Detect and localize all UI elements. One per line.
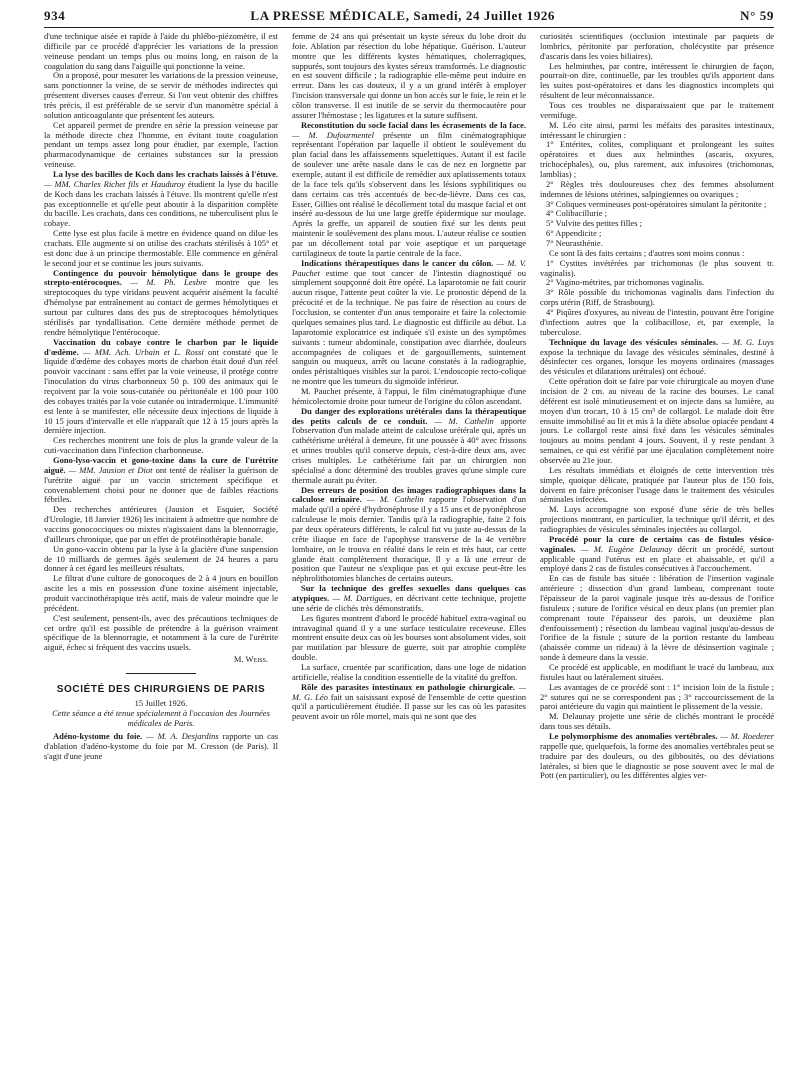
list-item: 2° Règles très douloureuses chez des femmes absolument indemnes de lésions utérines, salpingiennes ou ovariques ; [540,178,774,199]
article [540,535,774,574]
article-title: Adéno-kystome du foie. [53,731,143,742]
article [44,732,278,762]
paragraph: Les figures montrent d'abord le procédé habituel extra-vaginal ou intravaginal quand il y a une surface testiculaire receveuse. Elles montrent ensuite deux cas où les bourses sont absolument vides, soit par mutilation par blessure de guerre, soit par atrophie complète double. [292,612,526,663]
section-divider [126,673,196,674]
paragraph: Ce procédé est applicable, en modifiant le tracé du lambeau, aux fistules haut ou latéralement situées. [540,662,774,682]
article-title: Vaccination du cobaye contre le charbon par le liquide d'œdème. [44,336,278,357]
paragraph: Des recherches antérieures (Jausion et Esquier, Société d'Urologie, 18 Janvier 1926) les incitaient à admettre que nombre de vaccins gonococciques ou mixtes n'agissaient dans la blennorragie, d'ailleurs chronique, que par un effet de protéinothérapie banale. [44,504,278,544]
article-authors: — M. V. Pauchet [292,257,526,278]
paragraph: C'est seulement, pensent-ils, avec des précautions techniques de cet ordre qu'il est possible de prétendre à la guérison vraiment spécifique de la blennorragie, et notamment à la cure de l'urétrite aiguë, échec si fréquent des vaccins usuels. [44,612,278,653]
article-authors: — MM. Jausion et Diot [68,464,153,475]
list-item: 7° Neurasthénie. [546,238,603,249]
list-item: 4° Colibacillurie ; [546,208,607,219]
paragraph: Cette opération doit se faire par voie chirurgicale au moyen d'une incision de 2 cm. au niveau de la racine des bourses. Le canal déférent est isolé minutieusement et on injecte dans sa lumière, au moyen d'un trocart, 10 à 15 cm³ de collargol. Le malade doit être ensuite immobilisé au lit et mis à la diète absolue opiacée pendant 4 jours. Le collargol reste ainsi fixé dans les vésicules séminales toujours au moins pendant 4 jours. Souvent, il y reste pendant 3 semaines, ce qui est vérifié par une éjaculation complètement noire observée au 21e jour. [540,376,774,465]
article [44,269,278,338]
article-text: , en décrivant cette technique, projette une série de clichés très démonstratifs. [292,592,526,613]
paragraph: En cas de fistule bas située : libération de l'insertion vaginale antérieure ; dissection d'un grand lambeau, comprenant toute l'épaisseur de la paroi vaginale jusque très au-dessus de l'orifice fistuleux ; suture de l'orifice vésical en deux plans (un premier plan comprenant toute l'épaisseur des parois, un deuxième plan d'enfouissement) ; résection du lambeau vaginal jusqu'au-dessus de l'orifice de la fistule ; suture de la portion restante du lambeau (abaissée comme un rideau) à la lèvre de désinsertion vaginale ; sonde à demeure dans la vessie. [540,573,774,663]
text-columns [44,32,774,1082]
list-item: 1° Entérites, colites, compliquant et prolongeant les suites opératoires et dues aux helminthes (ascaris, oxyures, trichocéphales), ou, plus rarement, aux infusoires (trichomonas, lamblias) ; [540,139,774,180]
article-title: Le polymorphisme des anomalies vertébrales. [549,731,718,742]
article-title: Rôle des parasites intestinaux en pathologie chirurgicale. [301,681,515,692]
journal-title: LA PRESSE MÉDICALE, Samedi, 24 Juillet 1926 [250,8,556,23]
paragraph: Ces recherches montrent une fois de plus la grande valeur de la cuti-vaccination dans l'infection charbonneuse. [44,435,278,456]
article-title: Procédé pour la cure de certains cas de fistules vésico-vaginales. [540,533,774,554]
paragraph: Ce sont là des faits certains ; d'autres sont moins connus : [549,247,745,258]
article-text: estime que tout cancer de l'intestin diagnostiqué ou simplement soupçonné doit être opéré. La laparotomie ne fait courir aucun risque, l'attente peut coûter la vie. Le pronostic dépend de la précocité et de la technique. Ne pas faire de résection au cours de l'occlusion, se contenter d'un anus temporaire et faire la colectomie quelques semaines plus tard. Le diagnostic est difficile au début. La laparotomie exploratrice est indiquée s'il existe un des symptômes suivants : tumeur abdominale, constipation avec diarrhée, douleurs accompagnées de coliques et de gargouillements, suintement sanguin ou muqueux, arrêt ou lacune constatés à la radiographie, ondes péristaltiques visibles sur la paroi. L'endoscopie recto-colique ne montre que les tumeurs du sigmoïde inférieur. [292,267,526,387]
article-text: fait un saisissant exposé de l'ensemble de cette question qu'il a particulièrement étudiée. Il passe sur les cas où les parasites peuvent avoir un rôle mortel, mais qui ne sont que des [292,691,526,722]
signature: M. Weiss. [233,654,268,665]
article-text: montre que les streptocoques du type viridans peuvent acquérir aisément la faculté d'hémolyse par entraînement au contact de germes hémolytiques et surtout par cultures dans des pus de streptocoques hémolytiques stérilisés par tyndallisation. Cette dernière méthode permet de rendre hémolytique l'entérocoque. [44,277,278,337]
issue-number: N° 59 [740,8,774,23]
article-authors: — M. A. Desjardins [146,731,219,742]
article-authors: — M. Cathelin [367,494,424,505]
article [44,338,278,437]
paragraph: M. Delaunay projette une série de clichés montrant le procédé dans tous ses détails. [540,711,774,732]
paragraph: femme de 24 ans qui présentait un kyste séreux du lobe droit du foie. Ablation par résection du lobe hépatique. Guérison. L'auteur montre que les différents kystes hématiques, cholerragiques, suppurés, sont toujours des kystes séreux transformés. Le diagnostic en est souvent difficile ; la radiographie elle-même peut induire en erreur. Dans les cas douteux, il y a un grand intérêt à employer l'incision transversale qui donne un bon accès sur le foie, le rein et le côlon transverse. Il est inutile de se servir du thermocautère pour assurer l'hémostase ; les ligatures et la suture suffisent. [292,32,526,120]
article-title: Sur la technique des greffes sexuelles dans quelques cas atypiques. [292,583,526,603]
article [44,456,278,505]
article-text: étudient la lyse du bacille de Koch dans les crachats laissés à l'étuve. Ils montrent qu'elle n'est pas exceptionnelle et qu'elle peut aboutir à la disparition complète du bacille. Les crachats, dans ces conditions, ne tuberculisent plus le cobaye. [44,178,278,229]
article [540,338,774,377]
column-3 [540,32,774,1082]
column-2 [292,32,526,1082]
article-text: présente un film cinématographique représentant l'opération par laquelle il obtient le soulèvement du plan facial dans les affaissements squelettiques. Autant il est facile de soulever une arête nasale dans le cas de nez en lorgnette par exemple, autant il est difficile de remédier aux aplatissements totaux de la face tels qu'ils s'observent dans les lésions syphilitiques ou dans certains cas très accentués de bec-de-lièvre. Dans ces cas, Esser, Gillies ont réalisé le décollement total du masque facial et ont inséré au-dessous de lui une large greffe épidermique sur moulage. Après la greffe, un appareil de soutien fixé sur les dents peut maintenir le soulèvement des plans mous. L'auteur réalise ce soutien par un décollement total par voie aseptique et un parquetage cartilagineux de toute la partie centrale de la face. [292,129,526,258]
list-item: 6° Appendicite ; [546,228,602,239]
article-text: apporte l'observation d'un malade atteint de calculose urétérale qui, après un cathétérisme urétéral à demeure, fit une poussée à 40° avec frissons et urines troubles qu'il conserve depuis, c'est-à-dire deux ans, avec crises multiples. Le cathétérisme fait par un chirurgien non spécialisé a donc déterminé des troubles graves qu'une simple cure thermale aurait pu éviter. [292,415,526,485]
list-item: 2° Vagino-métrites, par trichomonas vaginalis. [546,277,705,288]
paragraph: M. Pauchet présente, à l'appui, le film cinématographique d'une hémicolectomie droite pour tumeur de l'origine du côlon ascendant. [292,385,526,406]
paragraph: curiosités scientifiques (occlusion intestinale par paquets de lombrics, péritonite par perforation, cholécystite par présence d'ascaris dans les voies biliaires). [540,32,774,61]
article-title: Indications thérapeutiques dans le cancer du côlon. [301,257,494,268]
paragraph: d'une technique aisée et rapide à l'aide du phlébo-piézomètre, il est difficile par ce procédé d'apprécier les variations de la pression veineuse pendant un temps plus ou moins long, en raison de la coagulation du sang dans l'aiguille qui ponctionne la veine. [44,32,278,71]
article-authors: — M. Ph. Lesbre [130,277,207,288]
list-item: 5° Vulvite des petites filles ; [546,218,642,229]
article-title: Du danger des explorations urétérales dans la thérapeutique des petits calculs de ce conduit. [292,405,526,426]
article-authors: — M. Eugène Delaunay [580,543,673,554]
paragraph: Les résultats immédiats et éloignés de cette intervention très simple, quoique délicate, pratiquée par l'auteur plus de 150 fois, doivent en faire préconiser l'usage dans le traitement des vésicules séminales infectées. [540,464,774,505]
paragraph: M. Luys accompagne son exposé d'une série de très belles projections montrant, en particulier, la technique qu'il décrit, et des radiographies de vésicules séminales injectées au collargol. [540,504,774,534]
list-item: 3° Rôle possible du trichomonas vaginalis dans l'infection du corps utérin (Riff, de Strasbourg). [540,287,774,308]
paragraph: La surface, cruentée par scarification, dans une loge de nidation artificielle, réalise la condition essentielle de la vitalité du greffon. [292,662,526,682]
article-title: Technique du lavage des vésicules séminales. [549,336,719,347]
article-text: rapporte un cas d'ablation d'adéno-kystome du foie par M. Cresson (de Paris). Il s'agit d'une jeune [44,731,278,761]
paragraph: Cet appareil permet de prendre en série la pression veineuse par la méthode directe chez l'homme, en évitant toute coagulation pendant un temps assez long pour étudier, par exemple, l'action pharmacodynamique de certaines substances sur la pression veineuse. [44,119,278,170]
paragraph: Tous ces troubles ne disparaissaient que par le traitement vermifuge. [540,100,774,120]
page-number: 934 [44,8,66,23]
article [292,584,526,614]
article-title: Des erreurs de position des images radiographiques dans la calculose urinaire. [292,484,526,505]
list-known-effects [540,140,774,248]
article-authors: — M. Dufourmentel [292,129,374,140]
article-authors: — MM. Ach. Urbain et L. Rossi [83,346,204,357]
article-authors: — M. G. Léo [292,681,526,702]
article-authors: — M. Cathelin [434,415,494,426]
paragraph: Les avantages de ce procédé sont : 1° incision loin de la fistule ; 2° sutures qui ne se correspondent pas ; 3° raccourcissement de la paroi antérieure du vagin qui maintient le plissement de la vessie. [540,681,774,712]
article [292,259,526,387]
paragraph: Cette lyse est plus facile à mettre en évidence quand on dilue les crachats. Elle augmente si on utilise des crachats stérilisés à 105° et est donc due à un principe thermostable. Elle commence en général le second jour et se continue les jours suivants. [44,228,278,268]
article [292,407,526,486]
list-lesser-known-effects [540,259,774,338]
article [292,121,526,259]
article-title: Gono-lyso-vaccin et gono-toxine dans la cure de l'urétrite aiguë. [44,454,278,475]
article-authors: — M. Dartigues [332,592,391,603]
paragraph: On a proposé, pour mesurer les variations de la pression veineuse, sans ponctionner la veine, de se servir de méthodes indirectes qui présentent diverses causes d'erreur. Si l'on veut obtenir des chiffres très précis, il est préférable de se servir d'un manomètre spécial à solution anticoagulante que présentent les auteurs. [44,70,278,120]
paragraph: Les helminthes, par contre, intéressent le chirurgien de façon, pourrait-on dire, continuelle, par les troubles qu'ils apportent dans les suites post-opératoires et dans les diagnostics incomplets qui résultent de leur méconnaissance. [540,60,774,101]
article-title: Reconstitution du socle facial dans les écrasements de la face. [301,119,526,130]
session-date: 15 Juillet 1926. [134,697,188,708]
article-text: ont constaté que le liquide d'œdème des cobayes morts de charbon était doué d'un réel pouvoir vaccinant : sans effet par la voie veineuse, il protège contre l'inoculation du virus charbonneux 50 p. 100 des animaux qui le reçoivent par la voie sous-cutanée ou péritonéale et 100 pour 100 des cobayes traités par la voie cutanée ou intradermique. L'immunité est lente à se manifester, elle nécessite deux injections de liquide à 10 15 jours d'intervalle et elle n'apparaît que 12 à 15 jours après la dernière injection. [44,346,278,436]
article-text: rappelle que, quelquefois, la forme des anomalies vertébrales peut se traduire par des douleurs, ou des gibbosités, ou des déviations latérales, si bien que le diagnostic se pose souvent avec le mal de Pott (en particulier), ou les différentes algies ver- [540,740,774,781]
society-heading: SOCIÉTÉ DES CHIRURGIENS DE PARIS [56,684,266,695]
article-title: Contingence du pouvoir hémolytique dans le groupe des strepto-entérocoques. [44,267,278,288]
article-authors: — M. Roederer [720,731,774,742]
session-note: Cette séance a été tenue spécialement à l'occasion des Journées médicales de Paris. [52,708,270,729]
running-head [44,8,774,28]
list-item: 4° Piqûres d'oxyures, au niveau de l'intestin, pouvant être l'origine d'infections autres que la colibacillose, et, par exemple, la tuberculose. [540,307,774,337]
article [292,683,526,722]
column-1 [44,32,278,1082]
article-text: décrit un procédé, surtout applicable quand l'utérus est en place et abaissable, et qu'il a employé dans 2 cas de fistules consécutives à l'accouchement. [540,543,774,574]
paragraph: Un gono-vaccin obtenu par la lyse à la glacière d'une suspension de 10 milliards de germes âgés seulement de 24 heures a paru donner à cet égard les meilleurs résultats. [44,543,278,574]
article [540,732,774,781]
article-text: rapporte l'observation d'un malade qu'il a opéré d'hydronéphrose il y a 15 ans et de pyonéphrose calculeuse le mois dernier. Tandis qu'à la radiographie, faite 2 fois par deux opérateurs différents, le calcul fut vu juste au-dessus de la crête iliaque en face de l'apophyse transverse de la 4e vertèbre lombaire, on le trouva en réalité dans le rein et très haut, car cette glande était complètement thoracique. Il y a là une erreur de position que l'auteur ne s'explique pas et qui excuse peut-être les néphrolithotomies blanches de certains auteurs. [292,494,526,584]
article-authors: — M. G. Luys [721,336,774,347]
article [44,170,278,229]
list-item: 3° Coliques vermineuses post-opératoires simulant la péritonite ; [546,198,767,209]
article-text: expose la technique du lavage des vésicules séminales, destiné à désinfecter ces organes, lorsque les moyens ordinaires (massages des vésicules et dilatations urétrales) ont échoué. [540,346,774,377]
list-item: 1° Cystites invétérées par trichomonas (le plus souvent tr. vaginalis). [540,257,774,278]
paragraph: M. Léo cite ainsi, parmi les méfaits des parasites intestinaux, intéressant le chirurgien : [540,119,774,140]
article-authors: — MM. Charles Richet fils et Hauduroy [44,178,185,189]
article-title: La lyse des bacilles de Koch dans les crachats laissés à l'étuve. [53,169,278,180]
article-text: ont tenté de réaliser la guérison de l'urétrite aiguë par un vaccin strictement spécifique et convenablement choisi pour ne donner que de faibles réactions fébriles. [44,464,278,505]
article [292,486,526,585]
paragraph: Le filtrat d'une culture de gonocoques de 2 à 4 jours en bouillon ascite les a mis en possession d'une toxine aisément injectable, produit vaccinothérapique très actif, mais de valeur moindre que le précédent. [44,573,278,613]
